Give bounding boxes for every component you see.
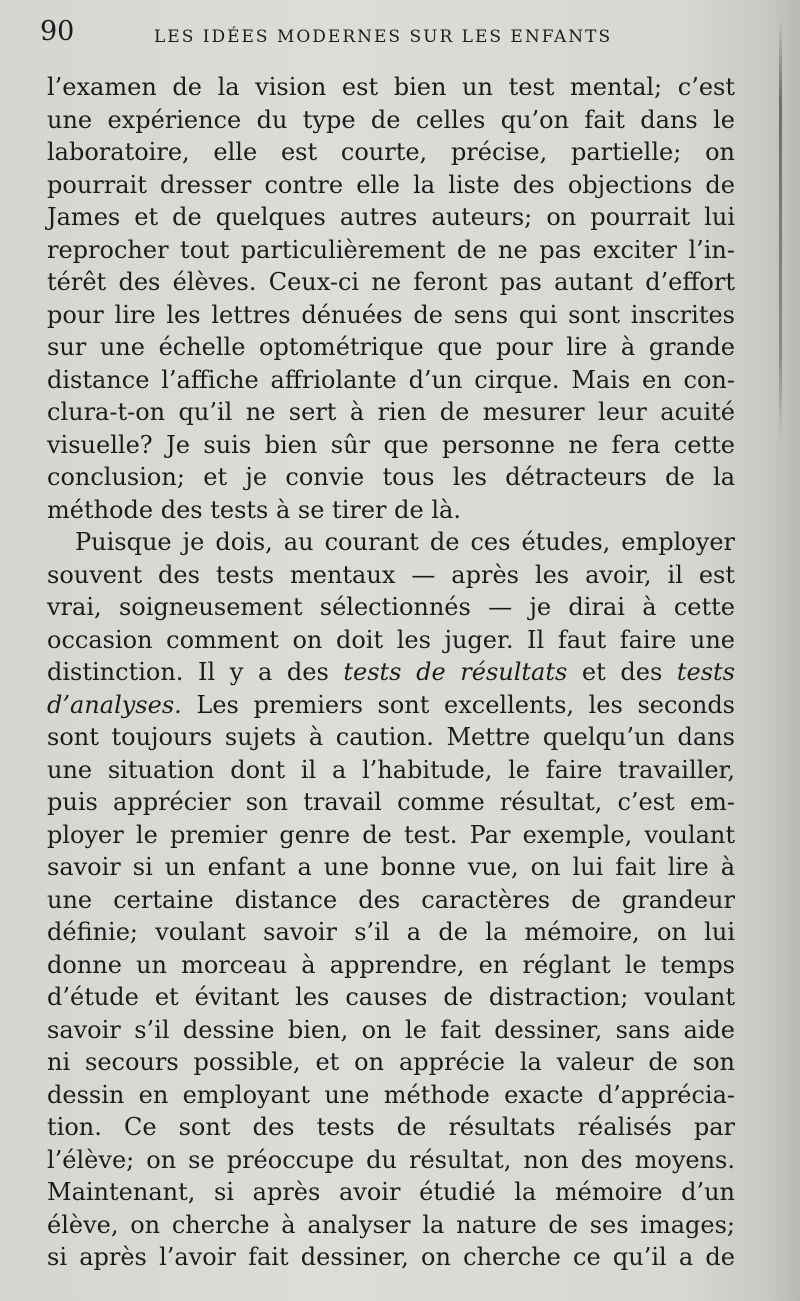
text-line: clura-t-on qu’il ne sert à rien de mesurer leur acuité bbox=[47, 398, 735, 426]
text-line: ployer le premier genre de test. Par exemple, voulant bbox=[47, 820, 735, 849]
text-line: dessin en employant une méthode exacte d’apprécia- bbox=[47, 1080, 735, 1109]
text-line: d’étude et évitant les causes de distraction; voulant bbox=[47, 983, 735, 1011]
text-line: pourrait dresser contre elle la liste des objections de bbox=[47, 170, 735, 199]
text-line: une certaine distance des caractères de grandeur bbox=[47, 885, 735, 914]
text-line: donne un morceau à apprendre, en réglant le temps bbox=[47, 950, 735, 979]
text-line: occasion comment on doit les juger. Il faut faire une bbox=[47, 625, 735, 654]
text-line: distance l’affiche affriolante d’un cirque. Mais en con- bbox=[47, 365, 735, 394]
text-line: élève, on cherche à analyser la nature de ses images; bbox=[47, 1210, 735, 1239]
text-line: tion. Ce sont des tests de résultats réalisés par bbox=[47, 1113, 735, 1141]
italic-term: tests de résultats bbox=[343, 658, 568, 686]
text-line: une situation dont il a l’habitude, le faire travailler, bbox=[47, 755, 735, 784]
text-line: l’élève; on se préoccupe du résultat, non des moyens. bbox=[47, 1145, 735, 1174]
text-line: puis apprécier son travail comme résultat, c’est em- bbox=[47, 788, 735, 816]
text-line-mixed bbox=[47, 689, 735, 722]
text-line: pour lire les lettres dénuées de sens qui sont inscrites bbox=[47, 300, 735, 329]
text-line: reprocher tout particulièrement de ne pas exciter l’in- bbox=[47, 235, 735, 264]
page-edge-shadow bbox=[779, 20, 782, 440]
text-line: méthode des tests à se tirer de là. bbox=[47, 495, 461, 524]
text-line: Maintenant, si après avoir étudié la mémoire d’un bbox=[47, 1178, 735, 1206]
text-line: conclusion; et je convie tous les détracteurs de la bbox=[47, 463, 735, 491]
text-line: souvent des tests mentaux — après les avoir, il est bbox=[47, 560, 735, 589]
text-line: térêt des élèves. Ceux-ci ne feront pas autant d’effort bbox=[47, 268, 735, 296]
text-line-mixed bbox=[47, 656, 735, 689]
text-line: Puisque je dois, au courant de ces études, employer bbox=[75, 528, 735, 556]
text-line: savoir s’il dessine bien, on le fait dessiner, sans aide bbox=[47, 1015, 735, 1044]
text-segment: distinction. Il y a des bbox=[47, 658, 344, 686]
text-line: si après l’avoir fait dessiner, on cherche ce qu’il a de bbox=[47, 1243, 735, 1271]
text-line: James et de quelques autres auteurs; on pourrait lui bbox=[47, 203, 735, 231]
text-line: visuelle? Je suis bien sûr que personne ne fera cette bbox=[47, 430, 735, 459]
text-line: sur une échelle optométrique que pour lire à grande bbox=[47, 333, 735, 361]
text-segment: et des bbox=[567, 658, 677, 686]
page-number: 90 bbox=[40, 16, 75, 47]
text-line: sont toujours sujets à caution. Mettre quelqu’un dans bbox=[47, 723, 735, 751]
text-line: ni secours possible, et on apprécie la valeur de son bbox=[47, 1048, 735, 1076]
text-line: vrai, soigneusement sélectionnés — je dirai à cette bbox=[47, 593, 735, 621]
text-line: savoir si un enfant a une bonne vue, on lui fait lire à bbox=[47, 853, 735, 881]
italic-term: tests bbox=[676, 658, 735, 686]
text-line: définie; voulant savoir s’il a de la mémoire, on lui bbox=[47, 918, 735, 946]
text-line: l’examen de la vision est bien un test mental; c’est bbox=[47, 73, 735, 101]
text-line: une expérience du type de celles qu’on fait dans le bbox=[47, 105, 735, 134]
body-text bbox=[47, 71, 735, 1274]
text-line: laboratoire, elle est courte, précise, partielle; on bbox=[47, 138, 735, 166]
italic-term: d’analyses. bbox=[47, 690, 182, 719]
text-segment: Les premiers sont excellents, les seconds bbox=[181, 690, 735, 719]
page-header bbox=[40, 14, 740, 54]
running-head: LES IDÉES MODERNES SUR LES ENFANTS bbox=[154, 27, 613, 47]
